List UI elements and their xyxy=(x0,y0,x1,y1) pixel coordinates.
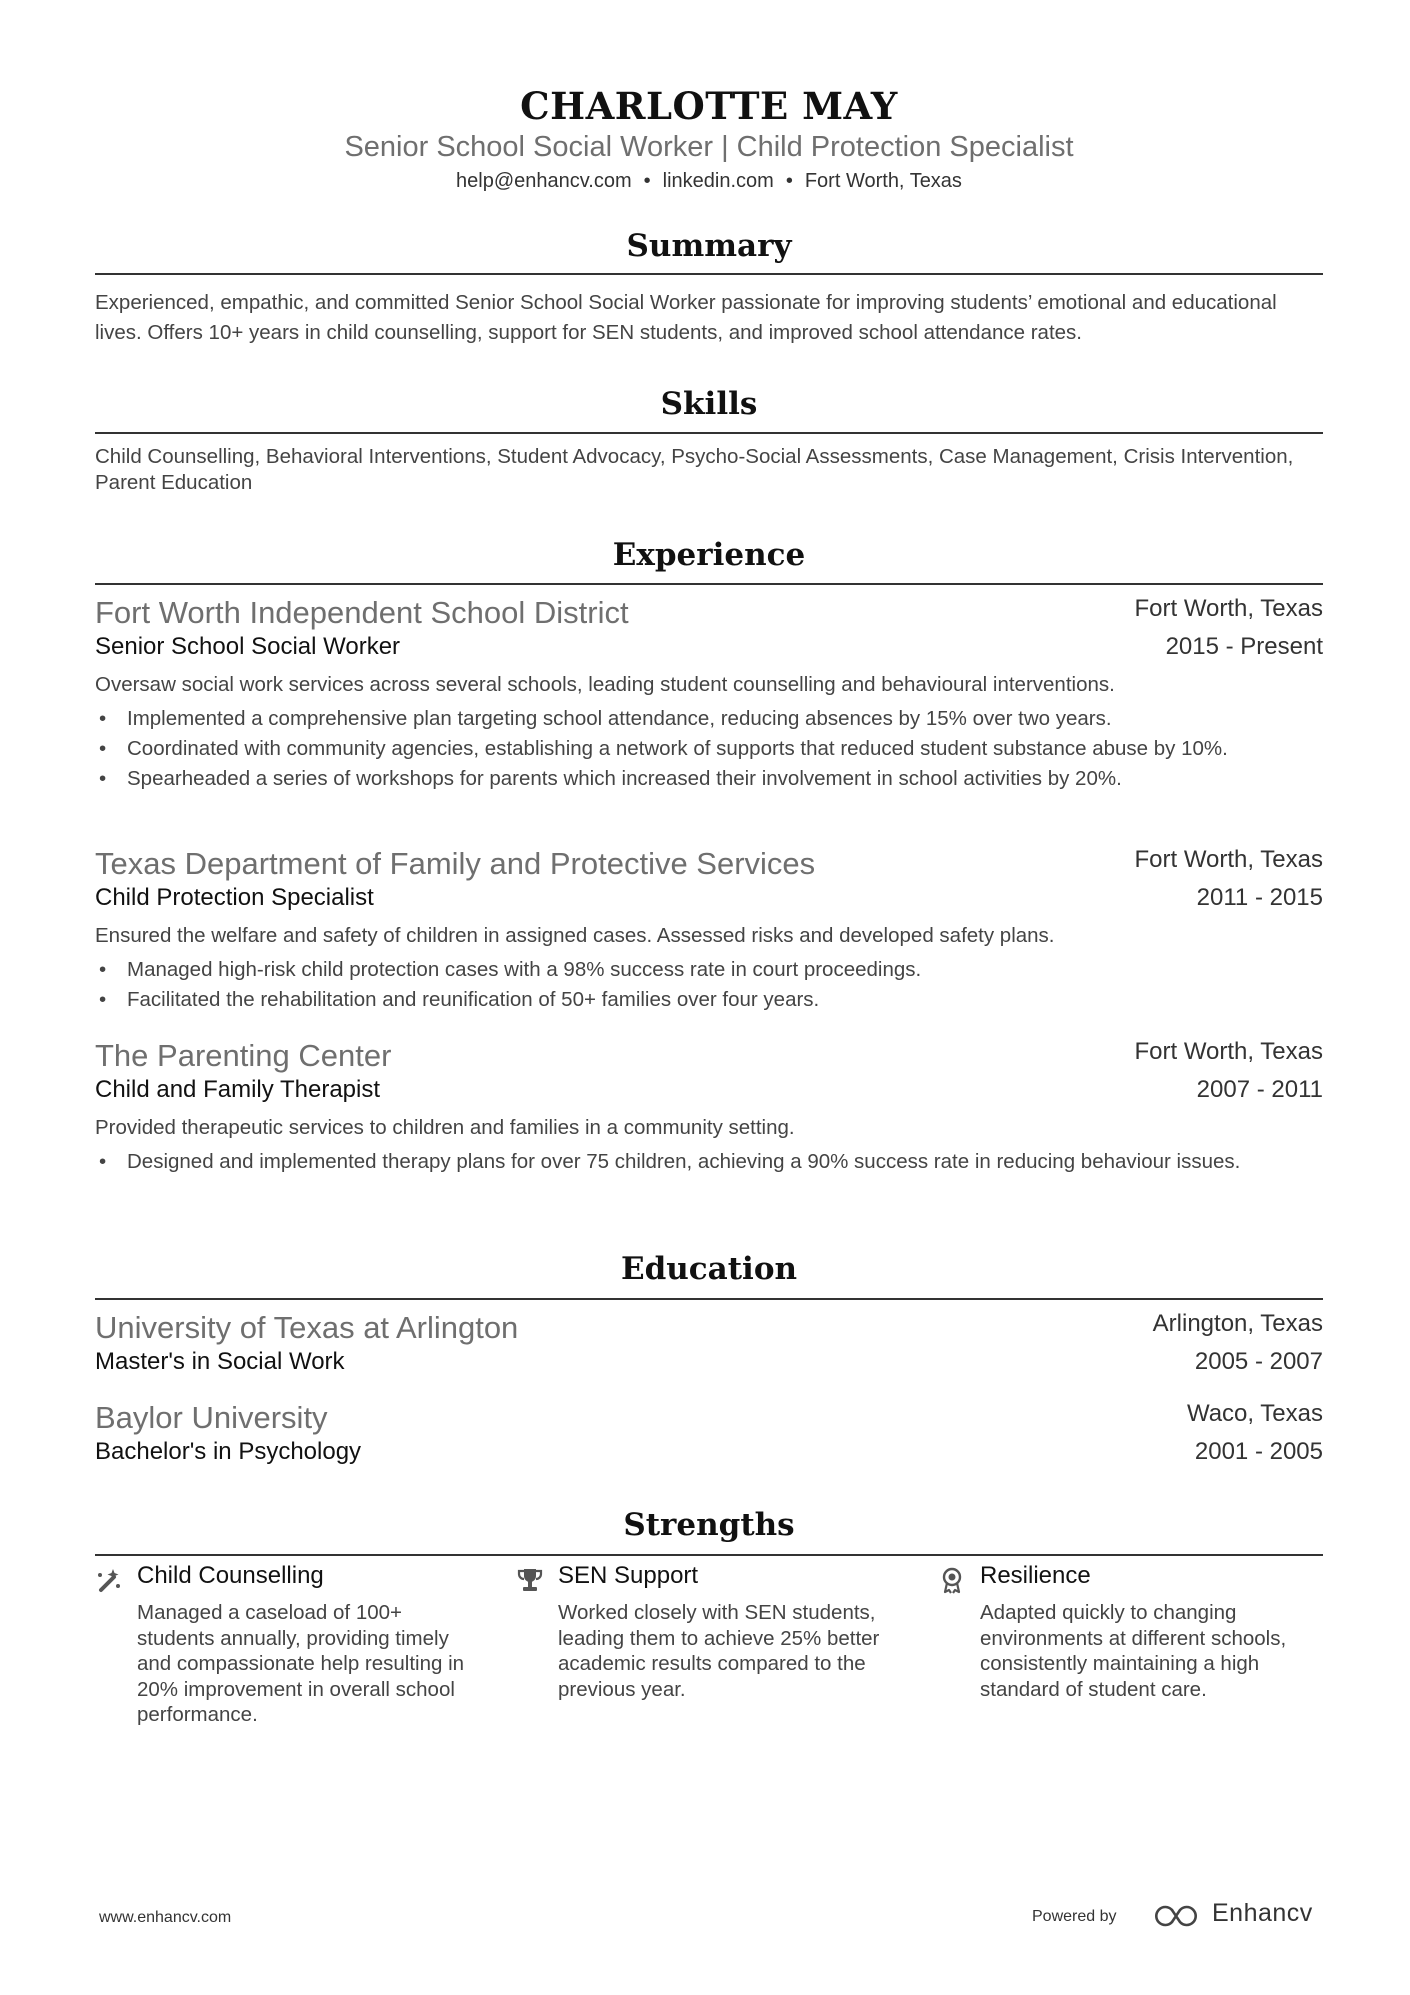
job-description: Ensured the welfare and safety of children in assigned cases. Assessed risks and developed safety plans. xyxy=(95,924,1055,947)
brand-name[interactable]: Enhancv xyxy=(1212,1899,1313,1927)
strength-description: Adapted quickly to changing environments at different schools, consistently maintaining a high standard of student care. xyxy=(980,1601,1287,1701)
degree: Bachelor's in Psychology xyxy=(95,1438,362,1465)
experience-heading: Experience xyxy=(612,537,806,573)
powered-by-label: Powered by xyxy=(1032,1908,1117,1925)
footer-url[interactable]: www.enhancv.com xyxy=(99,1909,232,1926)
strengths-heading: Strengths xyxy=(623,1507,795,1543)
summary-text: Experienced, empathic, and committed Senior School Social Worker passionate for improving students’ emotional and educational lives. Offers 10+ years in child counselling, support for SEN students, and improved school attendance rates. xyxy=(95,291,1277,344)
job-role: Senior School Social Worker xyxy=(95,633,401,660)
strength-description: Managed a caseload of 100+ students annually, providing timely and compassionate help resulting in 20% improvement in overall school performance. xyxy=(137,1601,465,1726)
job-role: Child and Family Therapist xyxy=(95,1076,381,1103)
job-bullet: • Facilitated the rehabilitation and reunification of 50+ families over four years. xyxy=(95,985,1323,1015)
strength-title: Resilience xyxy=(980,1562,1091,1589)
education-dates: 2001 - 2005 xyxy=(1194,1438,1323,1465)
employer-name: Texas Department of Family and Protective Services xyxy=(95,846,816,881)
education-dates: 2005 - 2007 xyxy=(1194,1348,1323,1375)
job-bullet: • Implemented a comprehensive plan targeting school attendance, reducing absences by 15% over two years. xyxy=(95,704,1323,734)
contact-line: help@enhancv.com • linkedin.com • Fort Worth, Texas xyxy=(456,170,962,192)
employer-location: Fort Worth, Texas xyxy=(1134,846,1323,873)
job-description: Provided therapeutic services to children and families in a community setting. xyxy=(95,1116,795,1139)
contact-location: Fort Worth, Texas xyxy=(804,170,962,192)
school-location: Arlington, Texas xyxy=(1152,1310,1323,1337)
job-description: Oversaw social work services across several schools, leading student counselling and behavioural interventions. xyxy=(95,673,1115,696)
candidate-name: CHARLOTTE MAY xyxy=(520,84,898,128)
candidate-title: Senior School Social Worker | Child Protection Specialist xyxy=(344,131,1074,163)
summary-divider xyxy=(95,273,1323,275)
job-bullet: • Designed and implemented therapy plans for over 75 children, achieving a 90% success rate in reducing behaviour issues. xyxy=(95,1147,1323,1177)
skills-divider xyxy=(95,432,1323,434)
skills-heading: Skills xyxy=(660,386,758,422)
job-bullets xyxy=(95,955,1323,1015)
degree: Master's in Social Work xyxy=(95,1348,345,1375)
summary-heading: Summary xyxy=(626,228,792,264)
strengths-divider xyxy=(95,1554,1323,1556)
contact-linkedin[interactable]: linkedin.com xyxy=(662,170,774,192)
employer-name: Fort Worth Independent School District xyxy=(95,595,629,630)
school-location: Waco, Texas xyxy=(1186,1400,1323,1427)
employer-location: Fort Worth, Texas xyxy=(1134,595,1323,622)
enhancv-logo-icon xyxy=(1150,1902,1202,1930)
job-bullets xyxy=(95,1147,1323,1177)
employer-name: The Parenting Center xyxy=(95,1038,392,1073)
job-bullet: • Managed high-risk child protection cases with a 98% success rate in court proceedings. xyxy=(95,955,1323,985)
award-icon xyxy=(938,1566,966,1594)
job-bullet: • Spearheaded a series of workshops for parents which increased their involvement in school activities by 20%. xyxy=(95,764,1323,794)
school-name: University of Texas at Arlington xyxy=(95,1310,519,1345)
job-role: Child Protection Specialist xyxy=(95,884,374,911)
school-name: Baylor University xyxy=(95,1400,328,1435)
trophy-icon xyxy=(516,1566,544,1594)
job-dates: 2007 - 2011 xyxy=(1196,1076,1323,1103)
strength-description: Worked closely with SEN students, leading them to achieve 25% better academic results compared to the previous year. xyxy=(558,1601,880,1701)
skills-text: Child Counselling, Behavioral Interventions, Student Advocacy, Psycho-Social Assessments, Case Management, Crisis Intervention, Parent Education xyxy=(95,445,1294,494)
strength-title: Child Counselling xyxy=(137,1562,324,1589)
experience-divider xyxy=(95,583,1323,585)
employer-location: Fort Worth, Texas xyxy=(1134,1038,1323,1065)
job-bullets xyxy=(95,704,1323,794)
job-bullet: • Coordinated with community agencies, establishing a network of supports that reduced student substance abuse by 10%. xyxy=(95,734,1323,764)
strength-title: SEN Support xyxy=(558,1562,699,1589)
magic-wand-icon xyxy=(95,1566,123,1594)
education-divider xyxy=(95,1298,1323,1300)
job-dates: 2011 - 2015 xyxy=(1196,884,1323,911)
education-heading: Education xyxy=(620,1251,798,1287)
job-dates: 2015 - Present xyxy=(1165,633,1323,660)
contact-email[interactable]: help@enhancv.com xyxy=(456,170,632,192)
